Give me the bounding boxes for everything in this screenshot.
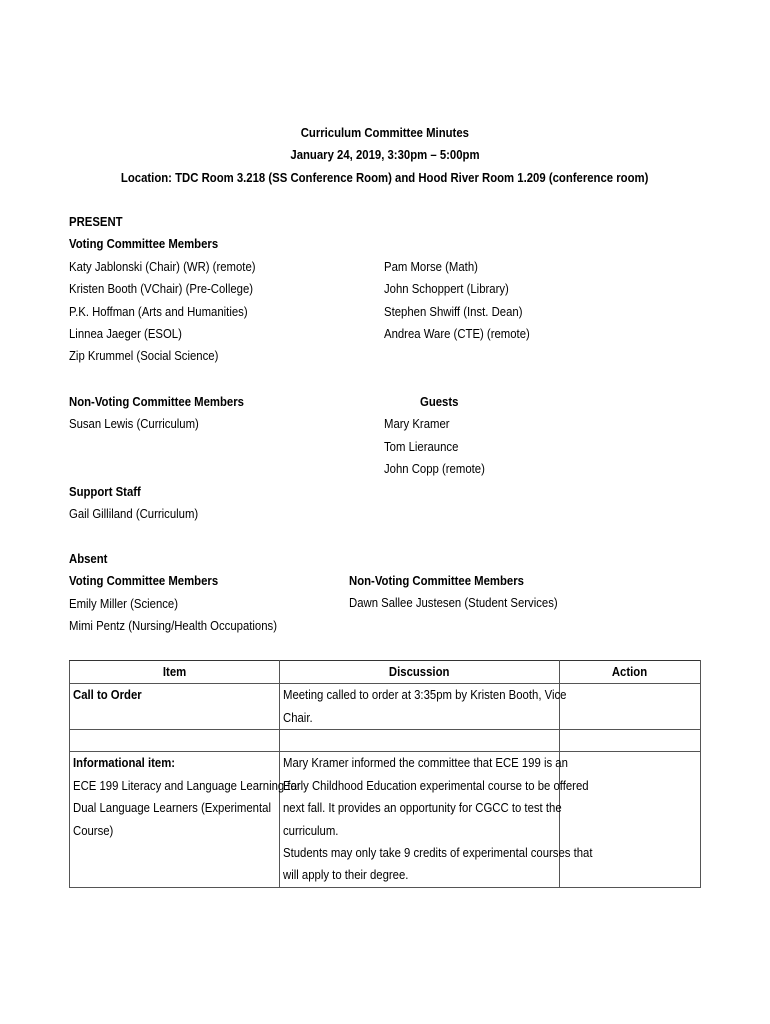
guest-item: Tom Lieraunce (384, 438, 459, 454)
present-nonvoting (69, 391, 272, 436)
present-section (69, 211, 286, 368)
member-item: Gail Gilliland (Curriculum) (69, 506, 199, 522)
action-cell (560, 684, 701, 730)
discussion-cell: Meeting called to order at 3:35pm by Kristen Booth, Vice Chair. (280, 684, 560, 730)
item-cell: Informational item: ECE 199 Literacy and Language Learning for Dual Language Learners (Experimental Course) (70, 752, 280, 887)
action-cell (560, 752, 701, 887)
member-item: Zip Krummel (Social Science) (69, 348, 219, 364)
member-item: John Schoppert (Library) (384, 281, 509, 297)
table-row (70, 684, 701, 730)
member-item: Emily Miller (Science) (69, 595, 179, 611)
present-nonvoting-heading: Non-Voting Committee Members (69, 394, 244, 409)
column-header-item: Item (70, 661, 280, 684)
meeting-location: Location: TDC Room 3.218 (SS Conference Room) and Hood River Room 1.209 (conference room) (121, 169, 649, 185)
guests-heading: Guests (420, 394, 459, 409)
guest-item: John Copp (remote) (384, 461, 485, 477)
item-cell: Call to Order (70, 684, 280, 730)
absent-nonvoting (349, 570, 592, 615)
table-row (70, 752, 701, 887)
table-row-empty (70, 730, 701, 752)
member-item: Katy Jablonski (Chair) (WR) (remote) (69, 258, 256, 274)
member-item: Kristen Booth (VChair) (Pre-College) (69, 281, 254, 297)
guests (384, 391, 501, 481)
document-header (0, 122, 770, 189)
support-heading: Support Staff (69, 484, 141, 499)
meeting-date: January 24, 2019, 3:30pm – 5:00pm (290, 147, 480, 163)
member-item: P.K. Hoffman (Arts and Humanities) (69, 303, 248, 319)
column-header-action: Action (560, 661, 701, 684)
present-voting-heading: Voting Committee Members (69, 236, 219, 252)
present-voting-right-column (384, 256, 554, 346)
member-item: Pam Morse (Math) (384, 259, 478, 274)
absent-heading: Absent (69, 551, 108, 566)
table-header-row (70, 661, 701, 684)
member-item: Andrea Ware (CTE) (remote) (384, 326, 530, 342)
discussion-cell: Mary Kramer informed the committee that ECE 199 is an Early Childhood Education experimental course to be offered next fall. It provides an opportunity for CGCC to test the curriculum. Students may only take 9 credits of experimental courses that will apply to their degree. (280, 752, 560, 887)
minutes-table (69, 660, 701, 888)
member-item: Susan Lewis (Curriculum) (69, 416, 199, 432)
member-item: Linnea Jaeger (ESOL) (69, 326, 182, 342)
member-item: Mimi Pentz (Nursing/Health Occupations) (69, 618, 277, 634)
member-item: Stephen Shwiff (Inst. Dean) (384, 303, 523, 319)
column-header-discussion: Discussion (280, 661, 560, 684)
absent-section (69, 548, 311, 638)
absent-nonvoting-heading: Non-Voting Committee Members (349, 573, 524, 588)
document-title: Curriculum Committee Minutes (300, 125, 470, 140)
support-staff (69, 481, 219, 526)
present-heading: PRESENT (69, 214, 123, 229)
guest-item: Mary Kramer (384, 416, 450, 432)
absent-voting-heading: Voting Committee Members (69, 573, 219, 589)
member-item: Dawn Sallee Justesen (Student Services) (349, 595, 558, 611)
